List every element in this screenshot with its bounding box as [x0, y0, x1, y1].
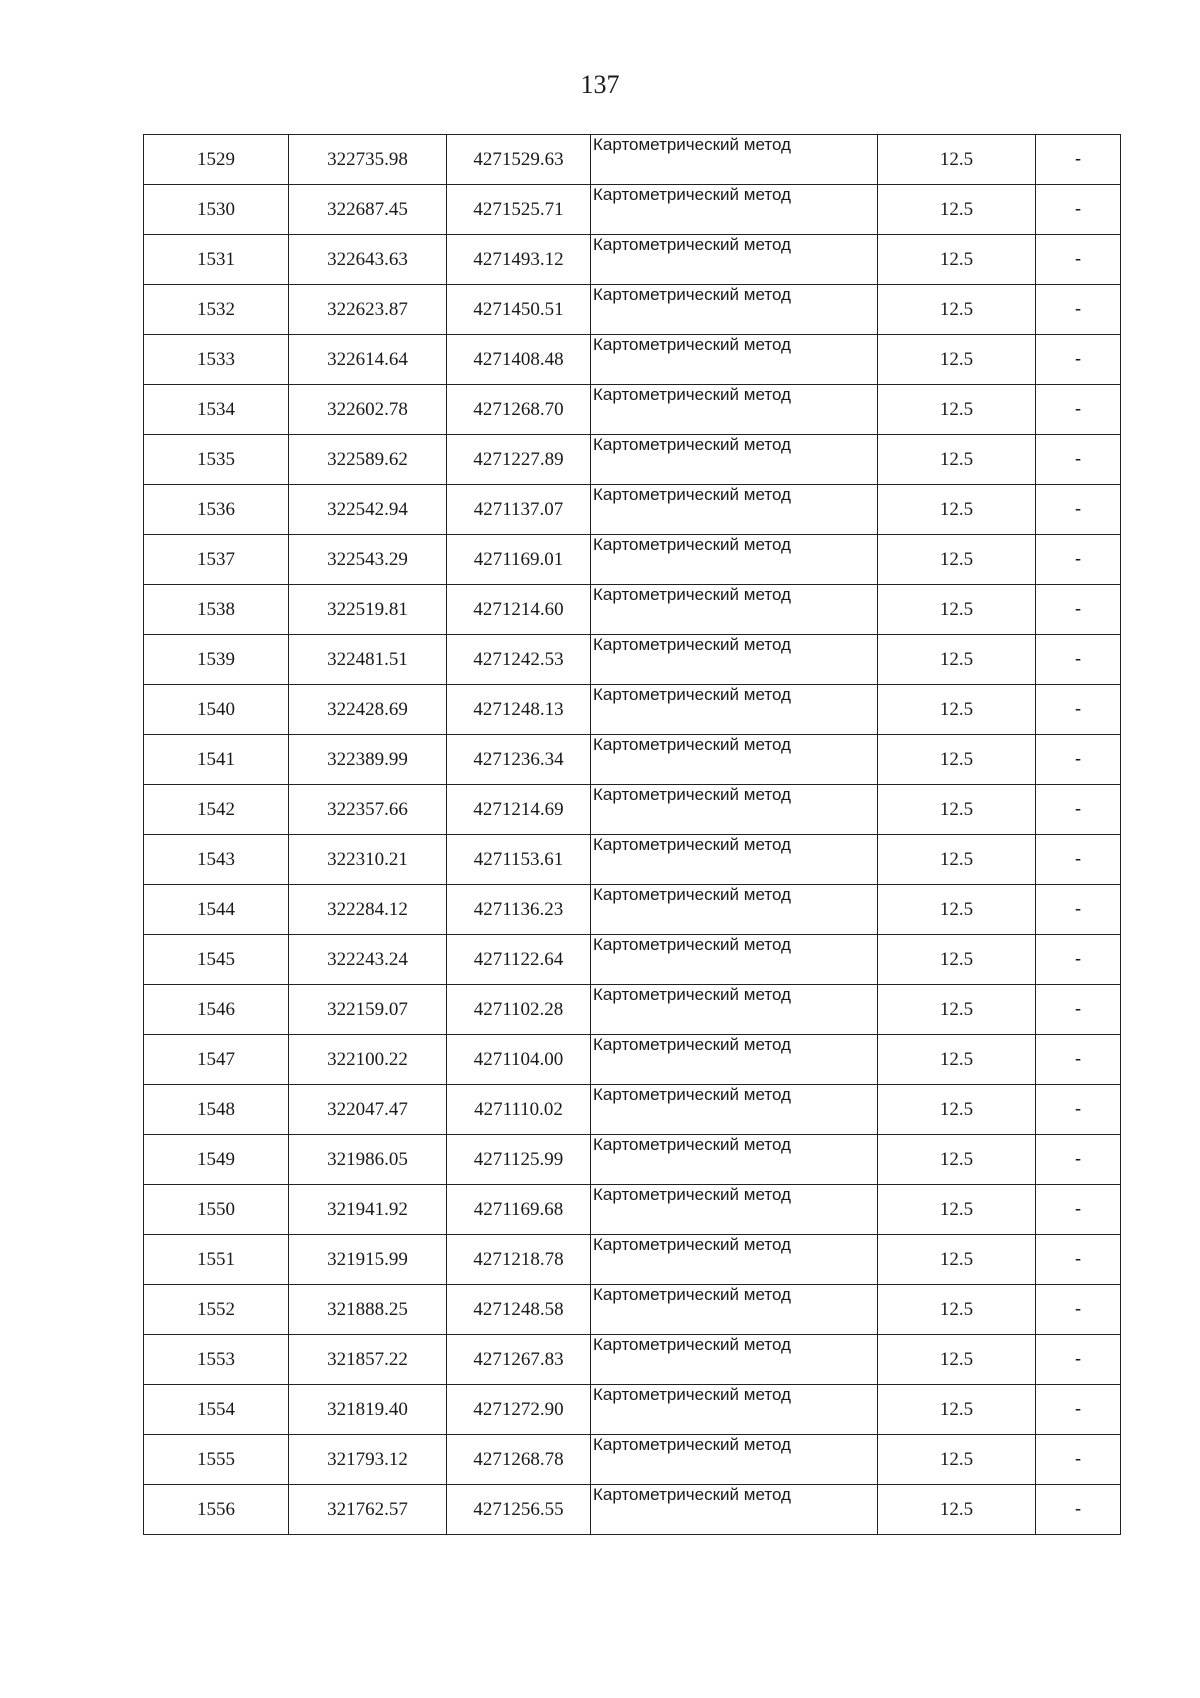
point-number-cell: 1532 [144, 285, 289, 335]
table-body [144, 135, 1121, 1535]
accuracy-cell: 12.5 [878, 335, 1036, 385]
table-row [144, 285, 1121, 335]
x-coordinate-cell: 322243.24 [289, 935, 447, 985]
method-cell: Картометрический метод [591, 485, 878, 535]
y-coordinate-cell: 4271236.34 [447, 735, 591, 785]
note-cell: - [1036, 1185, 1121, 1235]
note-cell: - [1036, 735, 1121, 785]
accuracy-cell: 12.5 [878, 535, 1036, 585]
accuracy-cell: 12.5 [878, 185, 1036, 235]
accuracy-cell: 12.5 [878, 985, 1036, 1035]
note-cell: - [1036, 335, 1121, 385]
method-cell: Картометрический метод [591, 385, 878, 435]
method-cell: Картометрический метод [591, 235, 878, 285]
y-coordinate-cell: 4271137.07 [447, 485, 591, 535]
note-cell: - [1036, 1085, 1121, 1135]
x-coordinate-cell: 322428.69 [289, 685, 447, 735]
coordinates-table [143, 134, 1121, 1535]
note-cell: - [1036, 285, 1121, 335]
note-cell: - [1036, 835, 1121, 885]
accuracy-cell: 12.5 [878, 735, 1036, 785]
method-cell: Картометрический метод [591, 735, 878, 785]
x-coordinate-cell: 322735.98 [289, 135, 447, 185]
method-cell: Картометрический метод [591, 635, 878, 685]
x-coordinate-cell: 322643.63 [289, 235, 447, 285]
y-coordinate-cell: 4271169.68 [447, 1185, 591, 1235]
table-row [144, 1235, 1121, 1285]
point-number-cell: 1538 [144, 585, 289, 635]
point-number-cell: 1537 [144, 535, 289, 585]
table-row [144, 485, 1121, 535]
x-coordinate-cell: 321941.92 [289, 1185, 447, 1235]
y-coordinate-cell: 4271214.60 [447, 585, 591, 635]
point-number-cell: 1542 [144, 785, 289, 835]
table-row [144, 1285, 1121, 1335]
point-number-cell: 1535 [144, 435, 289, 485]
y-coordinate-cell: 4271242.53 [447, 635, 591, 685]
accuracy-cell: 12.5 [878, 935, 1036, 985]
x-coordinate-cell: 322047.47 [289, 1085, 447, 1135]
table-row [144, 235, 1121, 285]
y-coordinate-cell: 4271248.58 [447, 1285, 591, 1335]
accuracy-cell: 12.5 [878, 235, 1036, 285]
method-cell: Картометрический метод [591, 1335, 878, 1385]
y-coordinate-cell: 4271272.90 [447, 1385, 591, 1435]
x-coordinate-cell: 322602.78 [289, 385, 447, 435]
method-cell: Картометрический метод [591, 1185, 878, 1235]
table-row [144, 185, 1121, 235]
y-coordinate-cell: 4271214.69 [447, 785, 591, 835]
table-row [144, 535, 1121, 585]
x-coordinate-cell: 321888.25 [289, 1285, 447, 1335]
x-coordinate-cell: 321986.05 [289, 1135, 447, 1185]
point-number-cell: 1529 [144, 135, 289, 185]
x-coordinate-cell: 321819.40 [289, 1385, 447, 1435]
point-number-cell: 1531 [144, 235, 289, 285]
method-cell: Картометрический метод [591, 135, 878, 185]
x-coordinate-cell: 322481.51 [289, 635, 447, 685]
method-cell: Картометрический метод [591, 885, 878, 935]
method-cell: Картометрический метод [591, 535, 878, 585]
y-coordinate-cell: 4271267.83 [447, 1335, 591, 1385]
table-row [144, 1185, 1121, 1235]
y-coordinate-cell: 4271102.28 [447, 985, 591, 1035]
accuracy-cell: 12.5 [878, 885, 1036, 935]
point-number-cell: 1534 [144, 385, 289, 435]
x-coordinate-cell: 322589.62 [289, 435, 447, 485]
table-row [144, 1385, 1121, 1435]
method-cell: Картометрический метод [591, 1435, 878, 1485]
accuracy-cell: 12.5 [878, 1035, 1036, 1085]
y-coordinate-cell: 4271125.99 [447, 1135, 591, 1185]
point-number-cell: 1540 [144, 685, 289, 735]
y-coordinate-cell: 4271227.89 [447, 435, 591, 485]
table-row [144, 635, 1121, 685]
accuracy-cell: 12.5 [878, 1335, 1036, 1385]
note-cell: - [1036, 685, 1121, 735]
y-coordinate-cell: 4271218.78 [447, 1235, 591, 1285]
note-cell: - [1036, 235, 1121, 285]
y-coordinate-cell: 4271104.00 [447, 1035, 591, 1085]
note-cell: - [1036, 1485, 1121, 1535]
method-cell: Картометрический метод [591, 285, 878, 335]
x-coordinate-cell: 321915.99 [289, 1235, 447, 1285]
method-cell: Картометрический метод [591, 785, 878, 835]
table-row [144, 1085, 1121, 1135]
method-cell: Картометрический метод [591, 1285, 878, 1335]
point-number-cell: 1545 [144, 935, 289, 985]
point-number-cell: 1536 [144, 485, 289, 535]
y-coordinate-cell: 4271169.01 [447, 535, 591, 585]
y-coordinate-cell: 4271525.71 [447, 185, 591, 235]
method-cell: Картометрический метод [591, 585, 878, 635]
x-coordinate-cell: 322389.99 [289, 735, 447, 785]
note-cell: - [1036, 485, 1121, 535]
point-number-cell: 1547 [144, 1035, 289, 1085]
x-coordinate-cell: 322357.66 [289, 785, 447, 835]
page-number: 137 [580, 70, 620, 99]
table-row [144, 335, 1121, 385]
accuracy-cell: 12.5 [878, 485, 1036, 535]
method-cell: Картометрический метод [591, 985, 878, 1035]
accuracy-cell: 12.5 [878, 1385, 1036, 1435]
note-cell: - [1036, 985, 1121, 1035]
note-cell: - [1036, 885, 1121, 935]
note-cell: - [1036, 185, 1121, 235]
method-cell: Картометрический метод [591, 435, 878, 485]
note-cell: - [1036, 1335, 1121, 1385]
note-cell: - [1036, 1385, 1121, 1435]
note-cell: - [1036, 1135, 1121, 1185]
y-coordinate-cell: 4271122.64 [447, 935, 591, 985]
table-row [144, 435, 1121, 485]
accuracy-cell: 12.5 [878, 1285, 1036, 1335]
accuracy-cell: 12.5 [878, 1085, 1036, 1135]
note-cell: - [1036, 585, 1121, 635]
method-cell: Картометрический метод [591, 1235, 878, 1285]
point-number-cell: 1544 [144, 885, 289, 935]
point-number-cell: 1551 [144, 1235, 289, 1285]
x-coordinate-cell: 322159.07 [289, 985, 447, 1035]
table-row [144, 1335, 1121, 1385]
x-coordinate-cell: 322687.45 [289, 185, 447, 235]
note-cell: - [1036, 135, 1121, 185]
y-coordinate-cell: 4271408.48 [447, 335, 591, 385]
x-coordinate-cell: 322543.29 [289, 535, 447, 585]
x-coordinate-cell: 322310.21 [289, 835, 447, 885]
y-coordinate-cell: 4271493.12 [447, 235, 591, 285]
point-number-cell: 1543 [144, 835, 289, 885]
x-coordinate-cell: 321793.12 [289, 1435, 447, 1485]
point-number-cell: 1539 [144, 635, 289, 685]
method-cell: Картометрический метод [591, 1485, 878, 1535]
table-row [144, 935, 1121, 985]
note-cell: - [1036, 935, 1121, 985]
point-number-cell: 1552 [144, 1285, 289, 1335]
method-cell: Картометрический метод [591, 835, 878, 885]
note-cell: - [1036, 635, 1121, 685]
y-coordinate-cell: 4271136.23 [447, 885, 591, 935]
accuracy-cell: 12.5 [878, 835, 1036, 885]
x-coordinate-cell: 322542.94 [289, 485, 447, 535]
point-number-cell: 1550 [144, 1185, 289, 1235]
accuracy-cell: 12.5 [878, 585, 1036, 635]
method-cell: Картометрический метод [591, 1135, 878, 1185]
note-cell: - [1036, 1435, 1121, 1485]
y-coordinate-cell: 4271256.55 [447, 1485, 591, 1535]
method-cell: Картометрический метод [591, 1035, 878, 1085]
table-row [144, 1135, 1121, 1185]
x-coordinate-cell: 321857.22 [289, 1335, 447, 1385]
point-number-cell: 1553 [144, 1335, 289, 1385]
accuracy-cell: 12.5 [878, 1235, 1036, 1285]
table-row [144, 735, 1121, 785]
accuracy-cell: 12.5 [878, 385, 1036, 435]
x-coordinate-cell: 322623.87 [289, 285, 447, 335]
point-number-cell: 1555 [144, 1435, 289, 1485]
y-coordinate-cell: 4271248.13 [447, 685, 591, 735]
accuracy-cell: 12.5 [878, 635, 1036, 685]
y-coordinate-cell: 4271450.51 [447, 285, 591, 335]
note-cell: - [1036, 435, 1121, 485]
table-row [144, 885, 1121, 935]
note-cell: - [1036, 1285, 1121, 1335]
accuracy-cell: 12.5 [878, 285, 1036, 335]
x-coordinate-cell: 322614.64 [289, 335, 447, 385]
table-row [144, 785, 1121, 835]
accuracy-cell: 12.5 [878, 785, 1036, 835]
point-number-cell: 1548 [144, 1085, 289, 1135]
table-row [144, 385, 1121, 435]
note-cell: - [1036, 385, 1121, 435]
x-coordinate-cell: 322284.12 [289, 885, 447, 935]
y-coordinate-cell: 4271110.02 [447, 1085, 591, 1135]
accuracy-cell: 12.5 [878, 1485, 1036, 1535]
method-cell: Картометрический метод [591, 935, 878, 985]
point-number-cell: 1556 [144, 1485, 289, 1535]
method-cell: Картометрический метод [591, 335, 878, 385]
method-cell: Картометрический метод [591, 1085, 878, 1135]
table-row [144, 1485, 1121, 1535]
accuracy-cell: 12.5 [878, 1185, 1036, 1235]
method-cell: Картометрический метод [591, 1385, 878, 1435]
point-number-cell: 1549 [144, 1135, 289, 1185]
y-coordinate-cell: 4271268.78 [447, 1435, 591, 1485]
note-cell: - [1036, 535, 1121, 585]
accuracy-cell: 12.5 [878, 1435, 1036, 1485]
y-coordinate-cell: 4271529.63 [447, 135, 591, 185]
accuracy-cell: 12.5 [878, 135, 1036, 185]
table-row [144, 835, 1121, 885]
x-coordinate-cell: 322519.81 [289, 585, 447, 635]
note-cell: - [1036, 785, 1121, 835]
x-coordinate-cell: 321762.57 [289, 1485, 447, 1535]
table-row [144, 1035, 1121, 1085]
point-number-cell: 1554 [144, 1385, 289, 1435]
accuracy-cell: 12.5 [878, 435, 1036, 485]
x-coordinate-cell: 322100.22 [289, 1035, 447, 1085]
point-number-cell: 1533 [144, 335, 289, 385]
method-cell: Картометрический метод [591, 185, 878, 235]
table-row [144, 135, 1121, 185]
accuracy-cell: 12.5 [878, 1135, 1036, 1185]
point-number-cell: 1546 [144, 985, 289, 1035]
point-number-cell: 1530 [144, 185, 289, 235]
table-row [144, 585, 1121, 635]
table-row [144, 685, 1121, 735]
accuracy-cell: 12.5 [878, 685, 1036, 735]
point-number-cell: 1541 [144, 735, 289, 785]
y-coordinate-cell: 4271268.70 [447, 385, 591, 435]
y-coordinate-cell: 4271153.61 [447, 835, 591, 885]
note-cell: - [1036, 1035, 1121, 1085]
note-cell: - [1036, 1235, 1121, 1285]
method-cell: Картометрический метод [591, 685, 878, 735]
table-row [144, 1435, 1121, 1485]
table-row [144, 985, 1121, 1035]
